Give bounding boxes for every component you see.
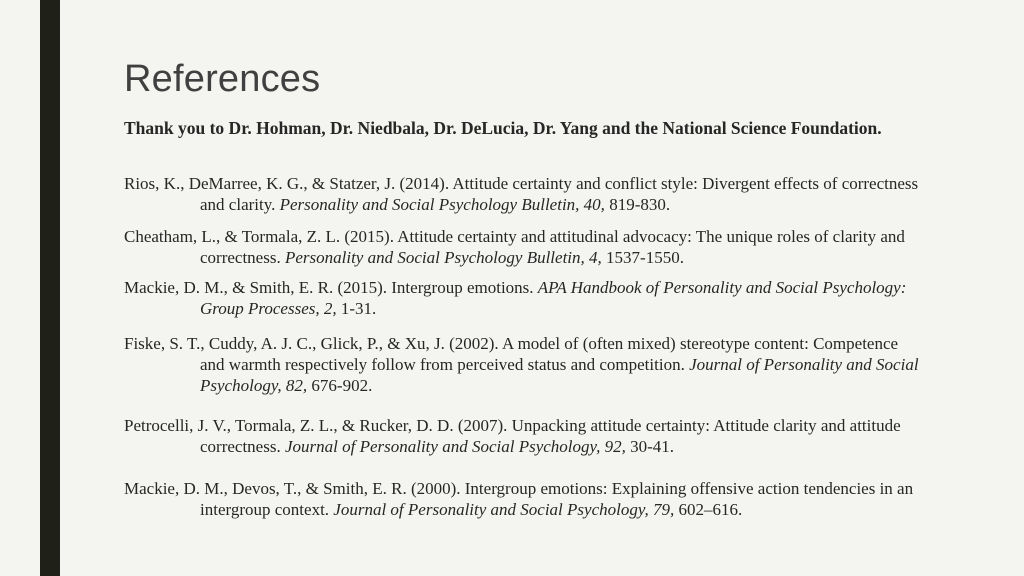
reference-item — [124, 173, 924, 215]
reference-item — [124, 478, 924, 520]
reference-journal: Personality and Social Psychology Bulletin, 4, — [284, 248, 602, 267]
reference-pages: 1-31. — [336, 299, 377, 318]
reference-journal: APA Handbook of Personality and Social Psychology: Group Processes, 2, — [200, 278, 907, 318]
reference-text: Cheatham, L., & Tormala, Z. L. (2015). Attitude certainty and attitudinal advocacy: The unique roles of clarity and correctness. — [124, 227, 905, 267]
reference-pages: 1537-1550. — [601, 248, 684, 267]
reference-item — [124, 333, 924, 396]
slide-title: References — [124, 58, 321, 100]
accent-bar — [40, 0, 60, 576]
reference-item — [124, 226, 924, 268]
reference-pages: 819-830. — [604, 195, 671, 214]
reference-journal: Journal of Personality and Social Psychology, 82, — [200, 355, 919, 395]
reference-text: Fiske, S. T., Cuddy, A. J. C., Glick, P., & Xu, J. (2002). A model of (often mixed) stereotype content: Competence and warmth respectively follow from perceived status and competition. — [124, 334, 899, 374]
reference-text: Rios, K., DeMarree, K. G., & Statzer, J. (2014). Attitude certainty and conflict style: Divergent effects of correctness and clarity. — [124, 174, 919, 214]
acknowledgement: Thank you to Dr. Hohman, Dr. Niedbala, Dr. DeLucia, Dr. Yang and the National Science Foundation. — [124, 118, 882, 138]
reference-journal: Journal of Personality and Social Psychology, 79, — [333, 500, 675, 519]
reference-item — [124, 277, 924, 319]
reference-journal: Journal of Personality and Social Psychology, 92, — [284, 437, 626, 456]
reference-text: Mackie, D. M., Devos, T., & Smith, E. R. (2000). Intergroup emotions: Explaining offensive action tendencies in an intergroup context. — [124, 479, 914, 519]
reference-text: Mackie, D. M., & Smith, E. R. (2015). Intergroup emotions. — [124, 278, 538, 297]
reference-text: Petrocelli, J. V., Tormala, Z. L., & Rucker, D. D. (2007). Unpacking attitude certainty: Attitude clarity and attitude correctness. — [124, 416, 901, 456]
reference-pages: 602–616. — [674, 500, 743, 519]
reference-pages: 676-902. — [307, 376, 373, 395]
reference-journal: Personality and Social Psychology Bulletin, 40, — [279, 195, 605, 214]
reference-pages: 30-41. — [625, 437, 675, 456]
reference-item — [124, 415, 924, 457]
